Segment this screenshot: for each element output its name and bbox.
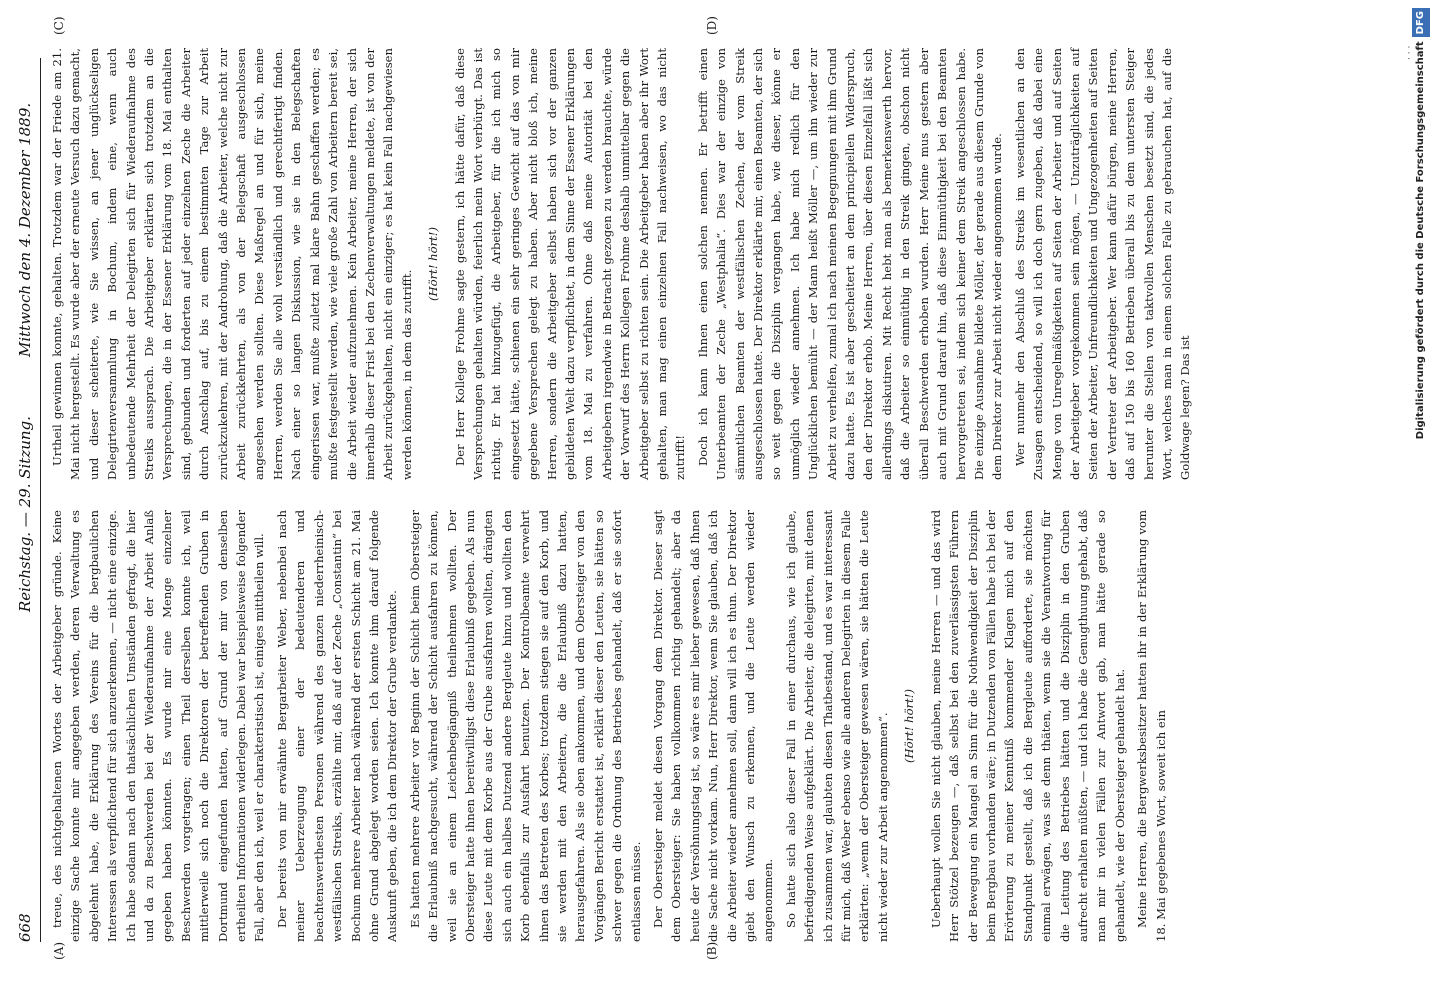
dfg-logo: DFG — [1412, 8, 1430, 37]
page-number: 668 — [16, 913, 34, 942]
session-date: Mittwoch den 4. Dezember 1889. — [16, 102, 34, 357]
paragraph: So hatte sich also dieser Fall in einer durchaus, wie ich glaube, befriedigenden Weise aufgeklärt. Die Arbeiter, die delegirten, mit denen ich zusammen war, glaubten diesen Thatbestand, und es war interessant für mich, daß Weber ebenso wie alle anderen Delegirten in diesem Falle erklärten: „wenn der Obersteiger gewesen wären, sie hätten die Leute nicht wieder zur Arbeit angenommen“. — [783, 510, 890, 942]
margin-marker-a: (A) — [52, 941, 66, 960]
page-header — [10, 58, 41, 942]
paragraph: Wer nunmehr den Abschluß des Streiks im wesentlichen an den Zusagen entscheidend, so will ich doch gern zugeben, daß dabei eine Menge von Unregelmäßigkeiten auf Seiten der Arbeiter und auf Seiten der Arbeitgeber vorgekommen sein mögen, — Unzuträglichkeiten auf Seiten der Arbeiter, Unfreundlichkeiten und Ungezogenheiten auf Seiten der Vertreter der Arbeitgeber. Wer kann dafür bürgen, meine Herren, daß auf 150 bis 160 Betrieben überall bis zu dem untersten Steiger herunter die Stellen von taktvollen Menschen besetzt sind, die jedes Wort, welches man in einem solchen Falle zu gebrauchen hat, auf die Goldwage legen? Das ist — [1012, 48, 1193, 480]
interjection: (Hört! hört!) — [902, 689, 917, 763]
digitization-banner — [1412, 8, 1430, 992]
digitization-text: Digitalisierung gefördert durch die Deutsche Forschungsgemeinschaft — [1415, 41, 1426, 440]
right-column — [48, 48, 1193, 480]
margin-marker-c: (C) — [52, 16, 66, 35]
paragraph: Doch ich kann Ihnen einen solchen nennen. Er betrifft einen Unterbeamten der Zeche „Westphalia“. Dies war der einzige von sämmtlichen Beamten der westfälischen Zechen, der vom Streik ausgeschlossen hatte. Der Direktor erklärte mir, einen Beamten, der sich so weit gegen die Disziplin vergangen habe, wie dieser, könne er unmöglich wieder annehmen. Ich habe mich redlich für den Unglücklichen bemüht — der Mann heißt Möller —, um ihn wieder zur Arbeit zu verhelfen, zumal ich nach meinen Begegnungen mit ihm Grund dazu hatte. Es ist aber gescheitert an dem principiellen Widerspruch, den der Direktor erhob. Meine Herren, über diesen Einzelfall läßt sich allerdings diskutiren. Mit Recht hebt man als bemerkenswerth hervor, daß die Arbeiter so einmüthig in den Streik gingen, obschon nicht überall Beschwerden erhoben wurden. Herr Meine mus gestern aber auch mit Grund darauf hin, daß diese Einmüthigkeit bei den Beamten hervorgetreten sei, indem sich keiner dem Streik angeschlossen habe. Die einzige Ausnahme bildete Möller, der gerade aus diesem Grunde von dem Direktor zur Arbeit nicht wieder angenommen wurde. — [695, 48, 1005, 480]
session-title: Reichstag. — 29. Sitzung. — [16, 416, 34, 612]
margin-marker-d: (D) — [705, 16, 719, 35]
interjection: (Hört! hört!) — [426, 227, 441, 301]
paragraph: Ueberhaupt wollen Sie nicht glauben, meine Herren — und das wird Herr Stötzel bezeugen —, daß selbst bei den zuverlässigsten Führern der Bewegung ein Mangel an Sinn für die Nothwendigkeit der Disziplin beim Bergbau vorhanden wäre; in Dutzenden von Fällen habe ich bei der Erörterung zu meiner Kenntniß kommender Klagen mich auf den Standpunkt gestellt, daß ich die Bergleute aufforderte, sie möchten einmal erwägen, was sie denn thäten, wenn sie die Verantwortung für die Leitung des Betriebes hätten und die Disziplin in den Gruben aufrecht erhalten müßten, — und ich habe die Genugthuung gehabt, daß man mir in vielen Fällen zur Antwort gab, man hätte gerade so gehandelt, wie der Obersteiger gehandelt hat. — [928, 510, 1127, 942]
footer-mark: · · · — [1405, 45, 1415, 60]
left-column — [48, 510, 1168, 942]
margin-marker-b: (B) — [705, 941, 719, 960]
paragraph: Der Herr Kollege Frohme sagte gestern, ich hätte dafür, daß diese Versprechungen gehalten würden, feierlich mein Wort verbürgt. Das ist richtig. Er hat hinzugefügt, die Arbeitgeber, für die ich mich so eingesetzt hätte, schienen ein sehr geringes Gewicht auf das von mir gegebene Versprechen gelegt zu haben. Aber nicht bloß ich, meine Herren, sondern die Arbeitgeber selbst haben sich vor der ganzen gebildeten Welt dazu verpflichtet, in dem Sinne der Essener Erklärungen vom 18. Mai zu verfahren. Ohne daß meine Autorität bei den Arbeitgebern irgendwie in Betracht gezogen zu werden brauchte, würde der Vorwurf des Herrn Kollegen Frohme deshalb unmittelbar gegen die Arbeitgeber selbst zu richten sein. Die Arbeitgeber haben aber ihr Wort gehalten, man mag einen einzelnen Fall nachweisen, wo das nicht zutrifft! — [452, 48, 688, 480]
paragraph: treue, des nichtgehaltenen Wortes der Arbeitgeber gründe. Keine einzige Sache konnte mir angegeben werden, deren Verwaltung es abgelehnt habe, die Erklärung des Vereins für die bergbaulichen Interessen als verpflichtend für sich anzuerkennen, — nicht eine einzige. Ich habe sodann nach den thatsächlichen Umständen gefragt, die hier und da zu Beschwerden bei der Wiederaufnahme der Arbeit Anlaß gegeben haben könnten. Es wurde mir eine Menge einzelner Beschwerden vorgetragen; einen Theil derselben konnte ich, weil mittlerweile sich noch die Direktoren der betreffenden Gruben in Dortmund eingefunden hatten, auf Grund der mir von denselben ertheilten Informationen widerlegen. Dabei war beispielsweise folgender Fall, aber den ich, weil er charakteristisch ist, einiges mittheilen will. — [50, 510, 267, 942]
paragraph: Der Obersteiger meldet diesen Vorgang dem Direktor. Dieser sagt dem Obersteiger: Sie haben vollkommen richtig gehandelt; aber da heute der Versöhnungstag ist, so wäre es mir lieber gewesen, daß Ihnen die Sache nicht vorkam. Nun, Herr Direktor, wenn Sie glauben, daß ich die Arbeiter wieder annehmen soll, dann will ich es thun. Der Direktor giebt den Wunsch zu erkennen, und die Leute werden wieder angenommen. — [651, 510, 776, 942]
paragraph: Der bereits von mir erwähnte Bergarbeiter Weber, nebenbei nach meiner Ueberzeugung einer der bedeutenderen und beachtenswerthesten Personen während des ganzen niederrheinisch-westfälischen Streiks, erzählte mir, daß auf der Zeche „Constantin“ bei Bochum mehrere Arbeiter nach während der ersten Schicht am 21. Mai ohne Grund abgelegt worden seien. Ich konnte ihm darauf folgende Auskunft geben, die ich dem Direktor der Grube verdankte. — [274, 510, 400, 942]
paragraph: Urtheil gewinnen konnte, gehalten. Trotzdem war der Friede am 21. Mai nicht hergestellt. Es wurde aber der erneute Versuch dazu gemacht, und dieser scheiterte, wie Sie wissen, an jener unglückseligen Delegirtenversammlung in Bochum, indem eine, wenn auch unbedeutende Mehrheit der Delegirten sich für Wiederaufnahme des Streiks aussprach. Die Arbeitgeber erklärten sich trotzdem an die Versprechungen, die in der Essener Erklärung vom 18. Mai enthalten sind, gebunden und forderten auf jeder einzelnen Zeche die Arbeiter durch Anschlag auf, bis zu einem bestimmten Tage zur Arbeit zurückzukehren, mit der Androhung, daß die Arbeiter, welche nicht zur Arbeit zurückkehrten, als von der Belegschaft ausgeschlossen angesehen werden sollten. Diese Maßregel an und für sich, meine Herren, werden Sie alle wohl verständlich und gerechtfertigt finden. Nach einer so langen Diskussion, wie sie in den Belegschaften eingerissen war, mußte zuletzt mal klare Bahn geschaffen werden; es mußte festgestellt werden, wie viele große Zahl von Arbeitern bereit sei, die Arbeit wieder aufzunehmen. Kein Arbeiter, meine Herren, der sich innerhalb dieser Frist bei den Zechenverwaltungen meldete, ist von der Arbeit zurückgehalten, nicht ein einziger; es hat kein Fall nachgewiesen werden können, in dem das zutrifft. — [50, 48, 414, 480]
paragraph: Es hatten mehrere Arbeiter vor Beginn der Schicht beim Obersteiger die Erlaubniß nachgesucht, während der Schicht ausfahren zu können, weil sie an einem Leichenbegängniß theilnehmen wollten. Der Obersteiger hatte ihnen bereitwilligst diese Erlaubniß gegeben. Als nun diese Leute mit dem Korbe aus der Grube ausfahren wollten, drängten sich auch ein halbes Dutzend andere Bergleute hinzu und wollten den Korb ebenfalls zur Ausfahrt benutzen. Der Kontrolbeamte verwehrt ihnen das Betreten des Korbes; trotzdem stiegen sie auf den Korb, und sie werden mit den Arbeitern, die die Erlaubniß dazu hatten, herausgefahren. Als sie oben ankommen, und dem Obersteiger von den Vorgängen Bericht erstattet ist, erklärt dieser den Leuten, sie hätten so schwer gegen die Ordnung des Betriebes gehandelt, daß er sie sofort entlassen müsse. — [407, 510, 643, 942]
paragraph: Meine Herren, die Bergwerksbesitzer hatten ihr in der Erklärung vom 18. Mai gegebenes Wort, soweit ich ein — [1135, 510, 1168, 942]
digitization-note — [1412, 8, 1430, 992]
